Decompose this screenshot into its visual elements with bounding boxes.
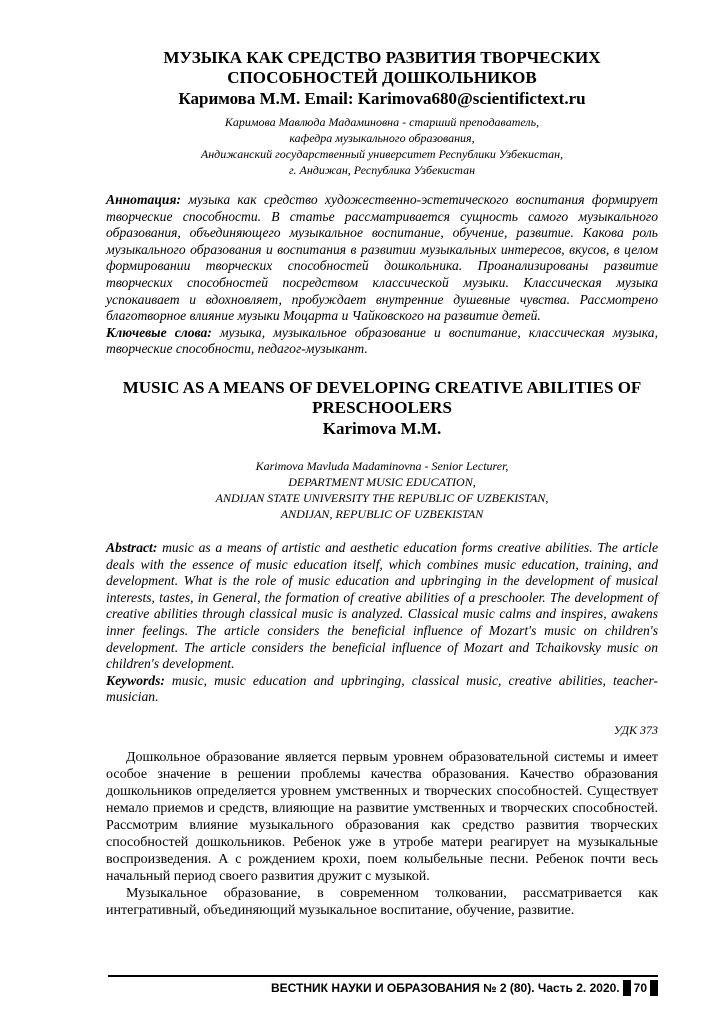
author-line-en: Karimova M.M.: [322, 418, 442, 438]
abstract-en-label: Abstract:: [106, 539, 158, 555]
article-page: [106, 48, 658, 919]
abstract-en-text: music as a means of artistic and aesthetic education forms creative abilities. The article deals with the essence of music education itself, which combines music education, training, and development. What is the role of music education and upbringing in the development of musical interests, tastes, in General, the formation of creative abilities of a preschooler. The development of creative abilities through classical music is analyzed. Classical music calms and inspires, awakens inner feelings. The article considers the beneficial influence of Mozart's music on children's development. The article considers the beneficial influence of Mozart and Tchaikovsky music on children's development.: [106, 539, 658, 672]
affiliation-ru-line: кафедра музыкального образования,: [289, 131, 475, 145]
affiliation-ru-line: г. Андижан, Республика Узбекистан: [288, 163, 476, 177]
page-footer: [271, 980, 658, 996]
page-number: 70: [633, 981, 647, 995]
affiliation-ru: [106, 114, 658, 178]
affiliation-en-line: ANDIJAN STATE UNIVERSITY THE REPUBLIC OF UZBEKISTAN,: [215, 490, 549, 505]
title-ru-line2: СПОСОБНОСТЕЙ ДОШКОЛЬНИКОВ: [227, 68, 537, 87]
body-paragraph: Дошкольное образование является первым уровнем образовательной системы и имеет особое значение в решении проблемы качества образования. Качество образования дошкольников определяется уровнем умственных и творческих способностей. Существует немало приемов и средств, влияющие на развитие умственных и творческих способностей. Рассмотрим влияние музыкального образования как средство развития творческих способностей дошкольников. Ребенок уже в утробе матери реагирует на музыкальные воспроизведения. А с рождением крохи, поем колыбельные песни. Ребенок почти весь начальный период своего развития дружит с музыкой.: [106, 749, 658, 884]
title-en-line1: MUSIC AS A MEANS OF DEVELOPING CREATIVE ABILITIES OF: [122, 377, 642, 397]
affiliation-en-line: DEPARTMENT MUSIC EDUCATION,: [288, 474, 476, 489]
page-marker-left: [623, 980, 631, 996]
abstract-en: [106, 540, 658, 673]
keywords-ru-label: Ключевые слова:: [106, 324, 212, 340]
keywords-ru-text: музыка, музыкальное образование и воспитание, классическая музыка, творческие способности, педагог-музыкант.: [106, 324, 658, 357]
title-en-line2: PRESCHOOLERS: [312, 397, 452, 417]
affiliation-ru-line: Каримова Мавлюда Мадаминовна - старший преподаватель,: [224, 115, 540, 129]
title-en: [106, 378, 658, 418]
abstract-ru-label: Аннотация:: [106, 192, 181, 207]
title-ru: [106, 48, 658, 88]
keywords-en: [106, 673, 658, 706]
affiliation-en-line: Karimova Mavluda Madaminovna - Senior Lecturer,: [255, 458, 509, 473]
affiliation-en-line: ANDIJAN, REPUBLIC OF UZBEKISTAN: [280, 506, 484, 521]
keywords-en-text: music, music education and upbringing, classical music, creative abilities, teacher-musician.: [106, 672, 658, 705]
body-paragraph: Музыкальное образование, в современном толковании, рассматривается как интегративный, объединяющий музыкальное воспитание, обучение, развитие.: [106, 885, 658, 918]
keywords-en-label: Keywords:: [106, 672, 165, 688]
footer-divider: [108, 975, 658, 977]
udc-code: УДК 373: [613, 722, 658, 737]
page-marker-right: [650, 980, 658, 996]
title-ru-line1: МУЗЫКА КАК СРЕДСТВО РАЗВИТИЯ ТВОРЧЕСКИХ: [163, 48, 601, 67]
author-line-ru: Каримова М.М. Email: Karimova680@scientifictext.ru: [178, 89, 586, 108]
journal-citation: ВЕСТНИК НАУКИ И ОБРАЗОВАНИЯ № 2 (80). Часть 2. 2020.: [271, 981, 620, 995]
affiliation-ru-line: Андижанский государственный университет Республики Узбекистан,: [200, 147, 564, 161]
abstract-ru: [106, 192, 658, 325]
keywords-ru: [106, 325, 658, 358]
abstract-ru-text: музыка как средство художественно-эстетического воспитания формирует творческие способности. В статье рассматривается сущность самого музыкального образования, объединяющего музыкальное воспитание, обучение, развитие. Какова роль музыкального образования и воспитания в развитии музыкальных интересов, вкусов, в целом формировании творческих способностей дошкольника. Проанализированы развитие творческих способностей посредством классической музыки. Классическая музыка успокаивает и вдохновляет, пробуждает внутренние душевные чувства. Рассмотрено благотворное влияние музыки Моцарта и Чайковского на развитие детей.: [106, 192, 658, 324]
affiliation-en: [106, 458, 658, 522]
